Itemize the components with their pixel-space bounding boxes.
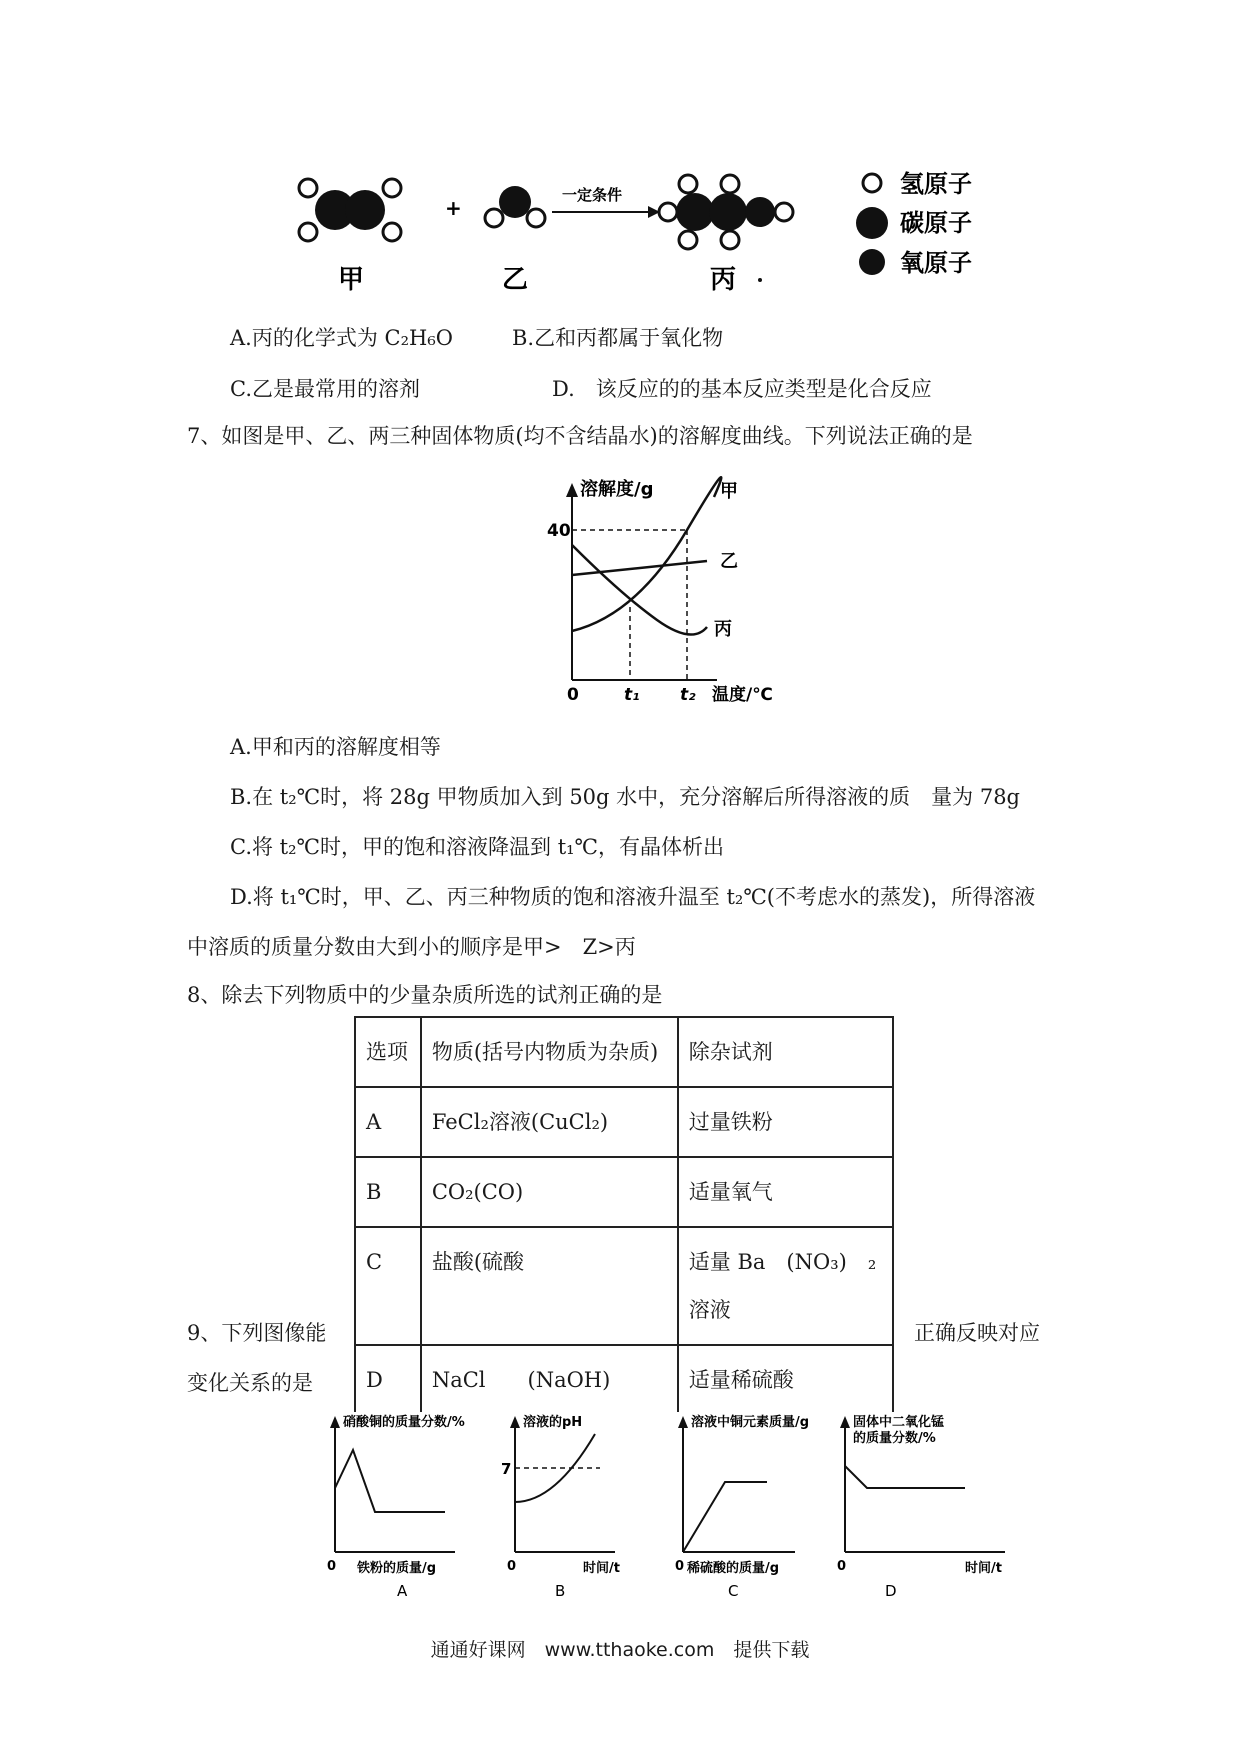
- graph-c: [675, 1414, 809, 1600]
- table-cell: 盐酸(硫酸: [421, 1227, 678, 1345]
- graph-a-origin: 0: [327, 1559, 337, 1574]
- graph-d-ylabel-line1: 固体中二氧化锰: [853, 1415, 945, 1430]
- graph-b-caption: B: [555, 1582, 566, 1600]
- table-cell: A: [355, 1087, 421, 1157]
- table-row: [355, 1157, 893, 1227]
- solubility-graph: [532, 475, 812, 705]
- curve-jia: [572, 477, 721, 631]
- series-label-yi: 乙: [720, 551, 738, 572]
- table-cell: NaCl (NaOH): [421, 1345, 678, 1415]
- page-footer: 通通好课网 www.tthaoke.com 提供下载: [430, 1639, 810, 1661]
- q7-option-a: A.甲和丙的溶解度相等: [230, 735, 441, 759]
- table-cell: 适量稀硫酸: [678, 1345, 893, 1415]
- q7-option-b: B.在 t₂℃时，将 28g 甲物质加入到 50g 水中，充分溶解后所得溶液的质 量为 78g: [230, 785, 1020, 809]
- q6-option-a: A.丙的化学式为 C₂H₆O: [230, 326, 453, 350]
- t1-label: t₁: [624, 685, 640, 705]
- graph-b-xlabel: 时间/t: [583, 1561, 620, 1576]
- q7-option-d-line2: 中溶质的质量分数由大到小的顺序是甲> Z>丙: [187, 935, 636, 959]
- table-header-cell: 选项: [355, 1017, 421, 1087]
- molecule-jia: [299, 179, 401, 241]
- t2-label: t₂: [680, 685, 696, 705]
- graph-a-caption: A: [397, 1582, 408, 1600]
- reaction-figure: [290, 160, 910, 300]
- y-tick-40: 40: [547, 521, 571, 541]
- q9-stem-line2: 变化关系的是: [187, 1371, 313, 1395]
- graph-d-xlabel: 时间/t: [965, 1561, 1002, 1576]
- molecule-bing: [659, 175, 793, 249]
- table-cell: 过量铁粉: [678, 1087, 893, 1157]
- graph-b: [501, 1414, 620, 1600]
- graph-d: [837, 1414, 1005, 1600]
- atom-legend: [850, 165, 1010, 285]
- reaction-arrow: [552, 206, 660, 218]
- graph-d-ylabel-line2: 的质量分数/%: [853, 1431, 936, 1446]
- graph-c-xlabel: 稀硫酸的质量/g: [687, 1561, 780, 1576]
- y-axis-label: 溶解度/g: [580, 479, 654, 500]
- x-axis-label: 温度/℃: [712, 685, 773, 705]
- label-yi: 乙: [502, 265, 529, 295]
- table-cell: D: [355, 1345, 421, 1415]
- table-cell: FeCl₂溶液(CuCl₂): [421, 1087, 678, 1157]
- table-cell: B: [355, 1157, 421, 1227]
- reaction-condition: 一定条件: [562, 186, 623, 204]
- graph-c-caption: C: [728, 1582, 739, 1600]
- graph-d-caption: D: [885, 1582, 897, 1600]
- graph-d-origin: 0: [837, 1559, 847, 1574]
- table-cell: C: [355, 1227, 421, 1345]
- graph-c-ylabel: 溶液中铜元素质量/g: [691, 1415, 810, 1430]
- graph-b-tick-7: 7: [501, 1460, 512, 1478]
- table-cell: 适量氧气: [678, 1157, 893, 1227]
- q9-graphs: [305, 1412, 1045, 1602]
- table-header-cell: 除杂试剂: [678, 1017, 893, 1087]
- graph-b-ylabel: 溶液的pH: [523, 1415, 583, 1430]
- table-cell: CO₂(CO): [421, 1157, 678, 1227]
- table-cell: 适量 Ba (NO₃) ₂溶液: [678, 1227, 893, 1345]
- q9-stem-right: 正确反映对应: [914, 1321, 1040, 1345]
- table-row: [355, 1227, 893, 1345]
- legend-hydrogen: 氢原子: [900, 170, 972, 198]
- q7-option-c: C.将 t₂℃时，甲的饱和溶液降温到 t₁℃，有晶体析出: [230, 835, 725, 859]
- q6-option-d: D. 该反应的的基本反应类型是化合反应: [552, 377, 932, 401]
- graph-a: [327, 1414, 465, 1600]
- series-label-bing: 丙: [714, 619, 732, 640]
- q8-table: [354, 1016, 894, 1416]
- plus-sign: +: [445, 196, 462, 220]
- q8-stem: 8、除去下列物质中的少量杂质所选的试剂正确的是: [187, 983, 663, 1007]
- series-label-jia: 甲: [720, 481, 738, 502]
- q6-option-c: C.乙是最常用的溶剂: [230, 377, 420, 401]
- graph-b-origin: 0: [507, 1559, 517, 1574]
- table-header-row: [355, 1017, 893, 1087]
- table-row: [355, 1087, 893, 1157]
- q6-option-b: B.乙和丙都属于氧化物: [512, 326, 724, 350]
- origin-label: 0: [567, 685, 579, 705]
- q9-stem-left: 9、下列图像能: [187, 1321, 327, 1345]
- label-bing: 丙: [710, 265, 737, 295]
- q7-option-d-line1: D.将 t₁℃时，甲、乙、丙三种物质的饱和溶液升温至 t₂℃(不考虑水的蒸发)，所得溶液: [230, 885, 1036, 909]
- graph-a-ylabel: 硝酸铜的质量分数/%: [343, 1415, 465, 1430]
- q7-stem: 7、如图是甲、乙、两三种固体物质(均不含结晶水)的溶解度曲线。下列说法正确的是: [187, 424, 973, 448]
- legend-carbon: 碳原子: [900, 209, 972, 237]
- table-header-cell: 物质(括号内物质为杂质): [421, 1017, 678, 1087]
- graph-c-origin: 0: [675, 1559, 685, 1574]
- molecule-yi: [485, 186, 545, 227]
- label-jia: 甲: [338, 265, 365, 295]
- table-row: [355, 1345, 893, 1415]
- legend-oxygen: 氧原子: [900, 249, 972, 277]
- graph-a-xlabel: 铁粉的质量/g: [357, 1561, 437, 1576]
